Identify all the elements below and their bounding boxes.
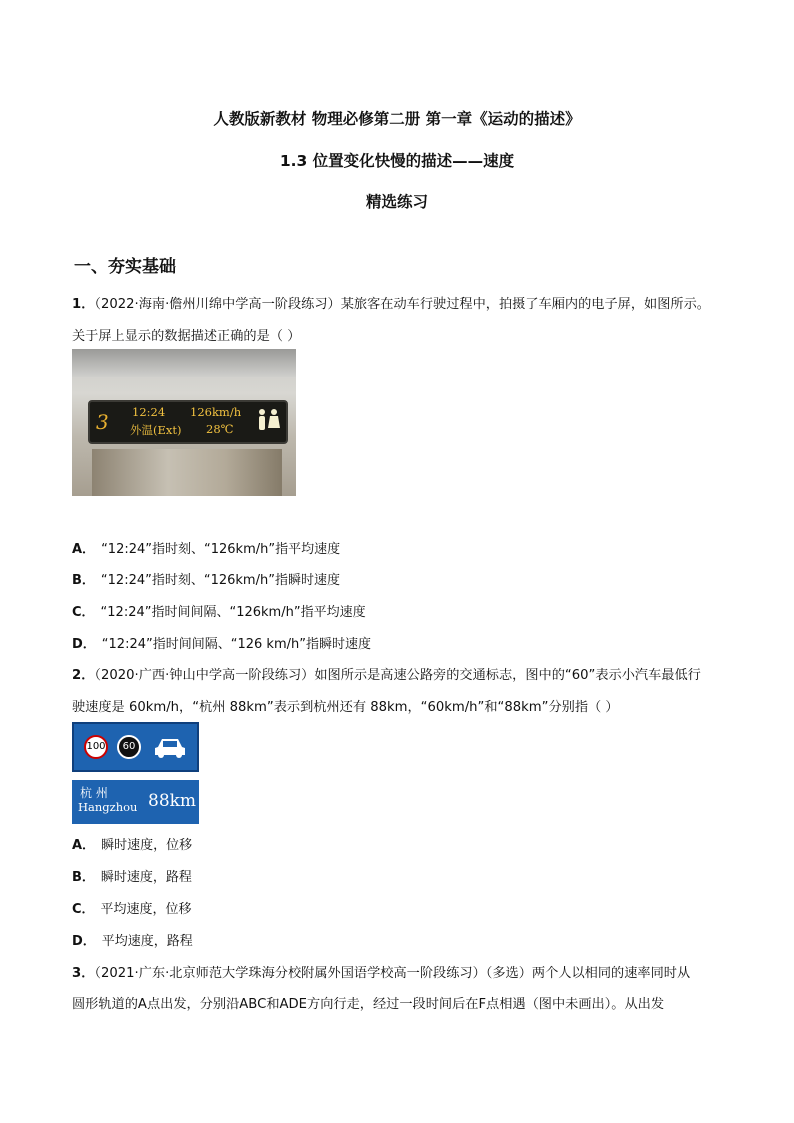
question-3-text-1: （2021·广东·北京师范大学珠海分校附属外国语学校高一阶段练习）（多选）两个人以相同的速率同时从 [94,966,691,981]
destination-city-en: Hangzhou [78,800,138,814]
screen-time: 12:24 [132,405,166,419]
question-1-option-b: B． “12:24”指时刻、“126km/h”指瞬时速度 [72,573,340,588]
section-heading: 一、夯实基础 [74,257,176,277]
train-display-screen [88,400,288,444]
question-1-option-c: C． “12:24”指时间间隔、“126km/h”指平均速度 [72,605,366,620]
question-2-line-2: 驶速度是 60km/h，“杭州 88km”表示到杭州还有 88km，“60km/h”和“88km”分别指（ ） [72,700,619,715]
question-1-line-1: 1．（2022·海南·儋州川绵中学高一阶段练习）某旅客在动车行驶过程中，拍摄了车厢内的电子屏，如图所示。 [72,297,710,312]
question-3-line-2: 圆形轨道的A点出发，分别沿ABC和ADE方向行走，经过一段时间后在F点相遇（图中未画出）。从出发 [72,997,665,1012]
question-2-option-b: B． 瞬时速度，路程 [72,870,192,885]
screen-temp-label: 外温(Ext) [130,423,182,437]
exercise-title: 精选练习 [365,193,428,211]
question-1-option-d: D． “12:24”指时间间隔、“126 km/h”指瞬时速度 [72,637,371,652]
destination-sign [72,780,199,824]
question-2-option-d: D． 平均速度，路程 [72,934,193,949]
screen-temp: 28℃ [206,422,234,436]
question-1-number: 1 [72,297,82,312]
question-1-option-a: A． “12:24”指时刻、“126km/h”指平均速度 [72,542,341,557]
question-2-line-1: 2．（2020·广西·钟山中学高一阶段练习）如图所示是高速公路旁的交通标志，图中的“60”表示小汽车最低行 [72,668,701,683]
question-3-number: 3 [72,966,82,981]
question-2-text-1: （2020·广西·钟山中学高一阶段练习）如图所示是高速公路旁的交通标志，图中的“60”表示小汽车最低行 [94,668,701,683]
restroom-icon [256,408,280,436]
screen-speed: 126km/h [190,405,242,419]
question-2-option-c: C． 平均速度，位移 [72,902,192,917]
max-speed-badge: 100 [84,735,108,759]
destination-city-cn: 杭 州 [80,786,108,800]
lesson-title: 1.3 位置变化快慢的描述——速度 [279,152,515,170]
min-speed-badge: 60 [117,735,141,759]
question-1-line-2: 关于屏上显示的数据描述正确的是（ ） [72,329,301,344]
question-2-number: 2 [72,668,82,683]
train-screen-photo [72,349,296,496]
destination-distance: 88km [148,791,197,811]
car-icon [152,733,188,761]
document-title: 人教版新教材 物理必修第二册 第一章《运动的描述》 [213,110,581,128]
question-3-line-1: 3．（2021·广东·北京师范大学珠海分校附属外国语学校高一阶段练习）（多选）两个人以相同的速率同时从 [72,966,691,981]
speed-limit-sign [72,722,199,772]
question-2-option-a: A． 瞬时速度，位移 [72,838,193,853]
screen-car-number: 3 [96,410,109,434]
question-1-text-1: （2022·海南·儋州川绵中学高一阶段练习）某旅客在动车行驶过程中，拍摄了车厢内的电子屏，如图所示。 [94,297,710,312]
